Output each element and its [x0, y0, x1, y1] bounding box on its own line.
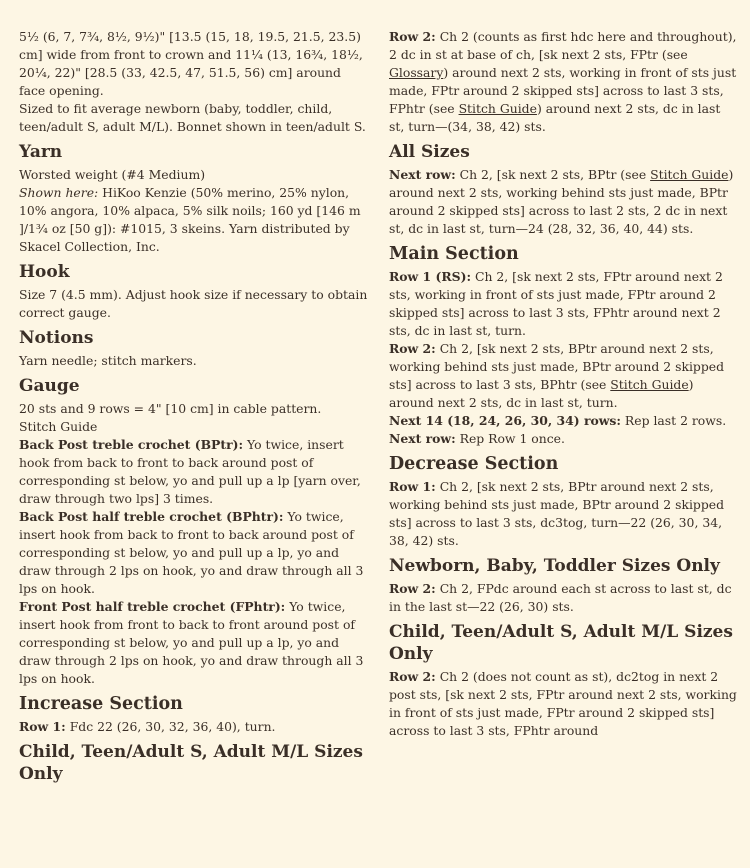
child-row2 [389, 668, 737, 740]
row2-text-a: Ch 2 (counts as first hdc here and throughout), 2 dc in st at base of ch, [sk next 2 sts, FPtr (see [389, 29, 737, 62]
ch-row2-text: Ch 2 (does not count as st), dc2tog in next 2 post sts, [sk next 2 sts, FPtr around next 2 sts, working in front of sts just made, FPtr around 2 skipped sts] across to last 3 sts, FPhtr around [389, 669, 737, 738]
newborn-sizes-heading: Newborn, Baby, Toddler Sizes Only [389, 556, 720, 576]
main-row2-text-b: ) around next 2 sts, dc in last st, turn. [389, 377, 694, 410]
main-section-heading: Main Section [389, 244, 519, 264]
bphtr-definition [19, 508, 371, 598]
fit-text: Sized to fit average newborn (baby, toddler, child, teen/adult S, adult M/L). Bonnet shown in teen/adult S. [19, 101, 366, 134]
hook-heading: Hook [19, 262, 70, 282]
right-column [389, 28, 737, 740]
yarn-shown [19, 184, 371, 256]
dec-row1-label: Row 1: [389, 479, 436, 494]
gauge-text: 20 sts and 9 rows = 4" [10 cm] in cable pattern. [19, 401, 322, 416]
dec-row1-text: Ch 2, [sk next 2 sts, BPtr around next 2 sts, working behind sts just made, BPtr around 2 skipped sts] across to last 3 sts, dc3tog, turn—22 (26, 30, 34, 38, 42) sts. [389, 479, 725, 548]
decrease-heading: Decrease Section [389, 454, 559, 474]
finished-size-text: 5½ (6, 7, 7¾, 8½, 9½)" [13.5 (15, 18, 19.5, 21.5, 23.5) cm] wide from front to crown and 11¼ (13, 16¾, 18½, 20¼, 22)" [28.5 (33, 42.5, 47, 51.5, 56) cm] around face opening. [19, 29, 363, 98]
stitch-guide-link[interactable]: Stitch Guide [610, 377, 689, 392]
main-next-row [389, 430, 737, 448]
bphtr-term: Back Post half treble crochet (BPhtr): [19, 509, 284, 524]
next-row-text-b: ) around next 2 sts, working behind sts just made, BPtr around 2 skipped sts] across to last 2 sts, 2 dc in next st, dc in last st, turn—24 (28, 32, 36, 40, 44) sts. [389, 167, 734, 236]
next-row2-label: Next row: [389, 431, 456, 446]
row2-label: Row 2: [389, 29, 436, 44]
decrease-row1 [389, 478, 737, 550]
main-row1-label: Row 1 (RS): [389, 269, 472, 284]
fphtr-term: Front Post half treble crochet (FPhtr): [19, 599, 286, 614]
increase-row1 [19, 718, 371, 736]
main-row1-text: Ch 2, [sk next 2 sts, FPtr around next 2 sts, working in front of sts just made, FPtr around 2 skipped sts] across to last 3 sts, FPhtr around next 2 sts, dc in last st, turn. [389, 269, 723, 338]
row2-text-c: ) around next 2 sts, dc in last st, turn—(34, 38, 42) sts. [389, 101, 721, 134]
main-row2-text-a: Ch 2, [sk next 2 sts, BPtr around next 2 sts, working behind sts just made, BPtr around 2 skipped sts] across to last 3 sts, BPhtr (see [389, 341, 725, 392]
child-sizes-heading: Child, Teen/Adult S, Adult M/L Sizes Only [19, 742, 363, 784]
stitch-guide-link[interactable]: Stitch Guide [650, 167, 729, 182]
nb-row2-text: Ch 2, FPdc around each st across to last st, dc in the last st—22 (26, 30) sts. [389, 581, 732, 614]
increase-row2 [389, 28, 737, 136]
bptr-text: Yo twice, insert hook from back to front to back around post of corresponding st below, yo and pull up a lp [yarn over, draw through two lps] 3 times. [19, 437, 361, 506]
bphtr-text: Yo twice, insert hook from back to front to back around post of corresponding st below, yo and pull up a lp, yo and draw through 2 lps on hook, yo and draw through all 3 lps on hook. [19, 509, 364, 596]
increase-heading: Increase Section [19, 694, 183, 714]
bptr-term: Back Post treble crochet (BPtr): [19, 437, 244, 452]
yarn-weight: Worsted weight (#4 Medium) [19, 167, 206, 182]
row2-text-b: ) around next 2 sts, working in front of sts just made, FPtr around 2 skipped sts] across to last 3 sts, FPhtr (see [389, 65, 737, 116]
fphtr-definition [19, 598, 371, 688]
next14-text: Rep last 2 rows. [620, 413, 727, 428]
newborn-row2 [389, 580, 737, 616]
next-row-text-a: Ch 2, [sk next 2 sts, BPtr (see [455, 167, 651, 182]
next14-rows [389, 412, 737, 430]
left-column [19, 28, 371, 788]
gauge-heading: Gauge [19, 376, 80, 396]
fphtr-text: Yo twice, insert hook from front to back to front around post of corresponding st below, yo and pull up a lp, yo and draw through 2 lps on hook, yo and draw through all 3 lps on hook. [19, 599, 364, 686]
row1-text: Fdc 22 (26, 30, 32, 36, 40), turn. [65, 719, 276, 734]
glossary-link[interactable]: Glossary [389, 65, 444, 80]
yarn-shown-text: HiKoo Kenzie (50% merino, 25% nylon, 10% angora, 10% alpaca, 5% silk noils; 160 yd [146 m ]/1¾ oz [50 g]): #1015, 3 skeins. Yarn distributed by Skacel Collection, Inc. [19, 185, 361, 254]
all-sizes-next-row [389, 166, 737, 238]
main-row1 [389, 268, 737, 340]
hook-text: Size 7 (4.5 mm). Adjust hook size if necessary to obtain correct gauge. [19, 287, 368, 320]
nb-row2-label: Row 2: [389, 581, 436, 596]
stitch-guide-label: Stitch Guide [19, 419, 98, 434]
yarn-heading: Yarn [19, 142, 63, 162]
main-row2 [389, 340, 737, 412]
all-sizes-heading: All Sizes [389, 142, 470, 162]
yarn-shown-label: Shown here: [19, 185, 99, 200]
notions-text: Yarn needle; stitch markers. [19, 353, 197, 368]
next-row-label: Next row: [389, 167, 456, 182]
next14-label: Next 14 (18, 24, 26, 30, 34) rows: [389, 413, 621, 428]
row1-label: Row 1: [19, 719, 66, 734]
bptr-definition [19, 436, 371, 508]
notions-heading: Notions [19, 328, 94, 348]
child-sizes-heading-2: Child, Teen/Adult S, Adult M/L Sizes Only [389, 622, 733, 664]
ch-row2-label: Row 2: [389, 669, 436, 684]
next-row2-text: Rep Row 1 once. [455, 431, 565, 446]
stitch-guide-link[interactable]: Stitch Guide [458, 101, 537, 116]
main-row2-label: Row 2: [389, 341, 436, 356]
